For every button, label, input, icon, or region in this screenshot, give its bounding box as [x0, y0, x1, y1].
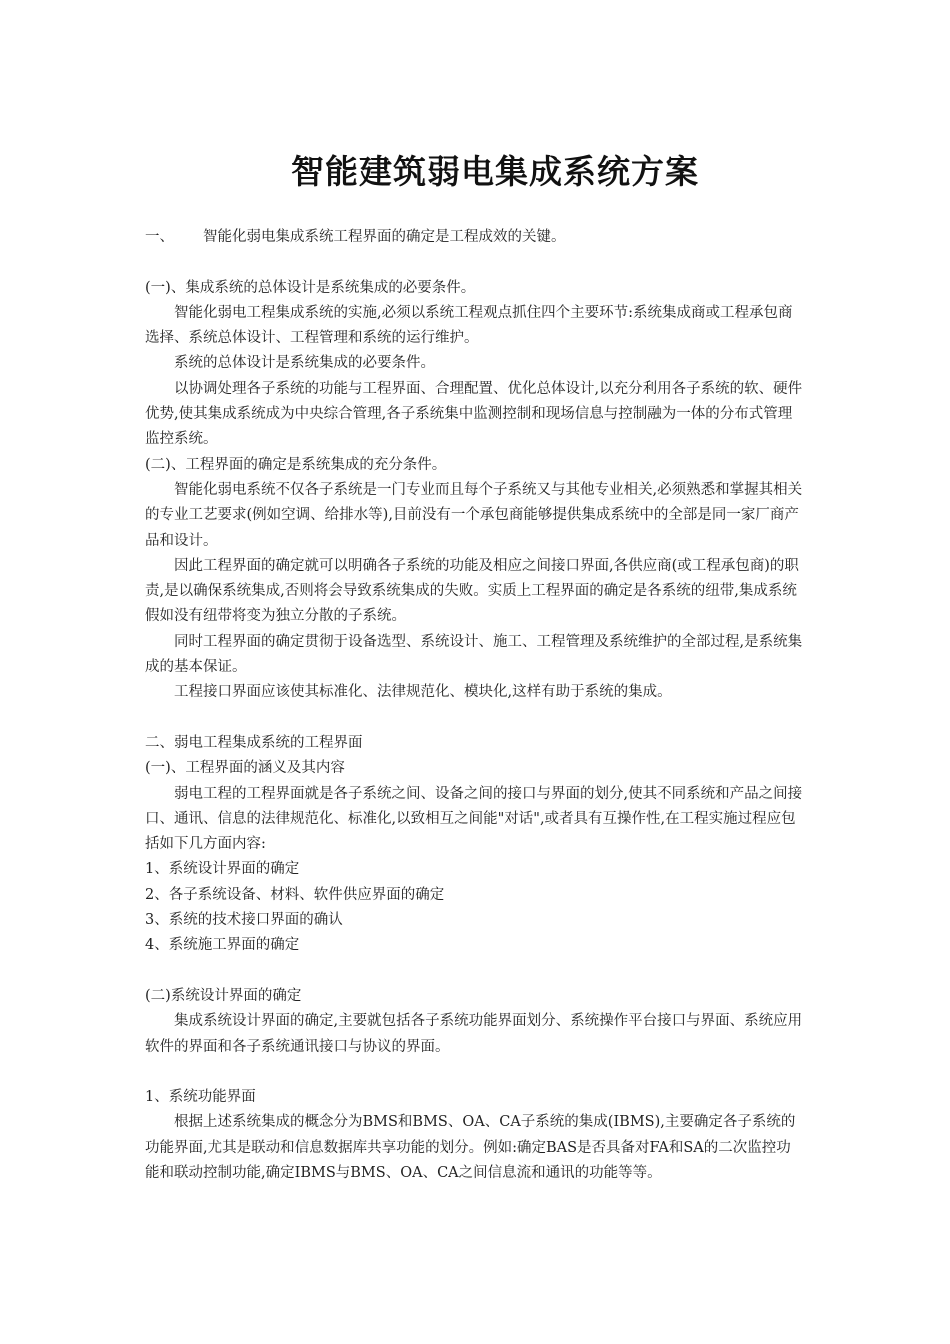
document-title: 智能建筑弱电集成系统方案 — [291, 152, 699, 192]
section-2-heading: 二、弱电工程集成系统的工程界面 — [145, 734, 363, 751]
list-item: 4、系统施工界面的确定 — [145, 937, 300, 954]
paragraph: 以协调处理各子系统的功能与工程界面、合理配置、优化总体设计,以充分利用各子系统的软、硬件优势,使其集成系统成为中央综合管理,各子系统集中监测控制和现场信息与控制融为一体的分布式管理监控系统。 — [145, 380, 803, 448]
subsection-2-heading: (二)、工程界面的确定是系统集成的充分条件。 — [145, 456, 447, 473]
blank-line — [145, 706, 805, 731]
list-item: 3、系统的技术接口界面的确认 — [145, 912, 343, 929]
paragraph: 根据上述系统集成的概念分为BMS和BMS、OA、CA子系统的集成(IBMS),主要确定各子系统的功能界面,尤其是联动和信息数据库共享功能的划分。例如:确定BAS是否具备对FA和SA的二次监控功能和联动控制功能,确定IBMS与BMS、OA、CA之间信息流和通讯的功能等等。 — [145, 1114, 796, 1181]
subsection-4-heading: (二)系统设计界面的确定 — [145, 987, 302, 1004]
document-body — [145, 225, 805, 1186]
blank-line — [145, 250, 805, 275]
paragraph: 工程接口界面应该使其标准化、法律规范化、模块化,这样有助于系统的集成。 — [174, 684, 672, 701]
section-1-number: 一、 — [145, 229, 174, 245]
subsection-3-heading: (一)、工程界面的涵义及其内容 — [145, 760, 345, 777]
paragraph: 因此工程界面的确定就可以明确各子系统的功能及相应之间接口界面,各供应商(或工程承包商)的职责,是以确保系统集成,否则将会导致系统集成的失败。实质上工程界面的确定是各系统的纽带,集成系统假如没有纽带将变为独立分散的子系统。 — [145, 557, 799, 625]
subsection-1-heading: (一)、集成系统的总体设计是系统集成的必要条件。 — [145, 279, 476, 296]
section-1-heading — [145, 225, 805, 250]
paragraph: 集成系统设计界面的确定,主要就包括各子系统功能界面划分、系统操作平台接口与界面、系统应用软件的界面和各子系统通讯接口与协议的界面。 — [145, 1013, 803, 1055]
paragraph: 智能化弱电系统不仅各子系统是一门专业而且每个子系统又与其他专业相关,必须熟悉和掌握其相关的专业工艺要求(例如空调、给排水等),目前没有一个承包商能够提供集成系统中的全部是同一家厂商产品和设计。 — [145, 481, 803, 549]
list-item: 2、各子系统设备、材料、软件供应界面的确定 — [145, 886, 445, 903]
paragraph: 系统的总体设计是系统集成的必要条件。 — [174, 355, 435, 372]
subsection-5-heading: 1、系统功能界面 — [145, 1089, 256, 1106]
blank-line — [145, 1060, 805, 1085]
blank-line — [145, 959, 805, 984]
paragraph: 弱电工程的工程界面就是各子系统之间、设备之间的接口与界面的划分,使其不同系统和产品之间接口、通讯、信息的法律规范化、标准化,以致相互之间能"对话",或者具有互操作性,在工程实施过程应包括如下几方面内容: — [145, 785, 803, 853]
paragraph: 同时工程界面的确定贯彻于设备选型、系统设计、施工、工程管理及系统维护的全部过程,是系统集成的基本保证。 — [145, 633, 803, 676]
section-1-text: 智能化弱电集成系统工程界面的确定是工程成效的关键。 — [203, 229, 566, 245]
paragraph: 智能化弱电工程集成系统的实施,必须以系统工程观点抓住四个主要环节:系统集成商或工程承包商选择、系统总体设计、工程管理和系统的运行维护。 — [145, 304, 793, 347]
list-item: 1、系统设计界面的确定 — [145, 861, 300, 878]
